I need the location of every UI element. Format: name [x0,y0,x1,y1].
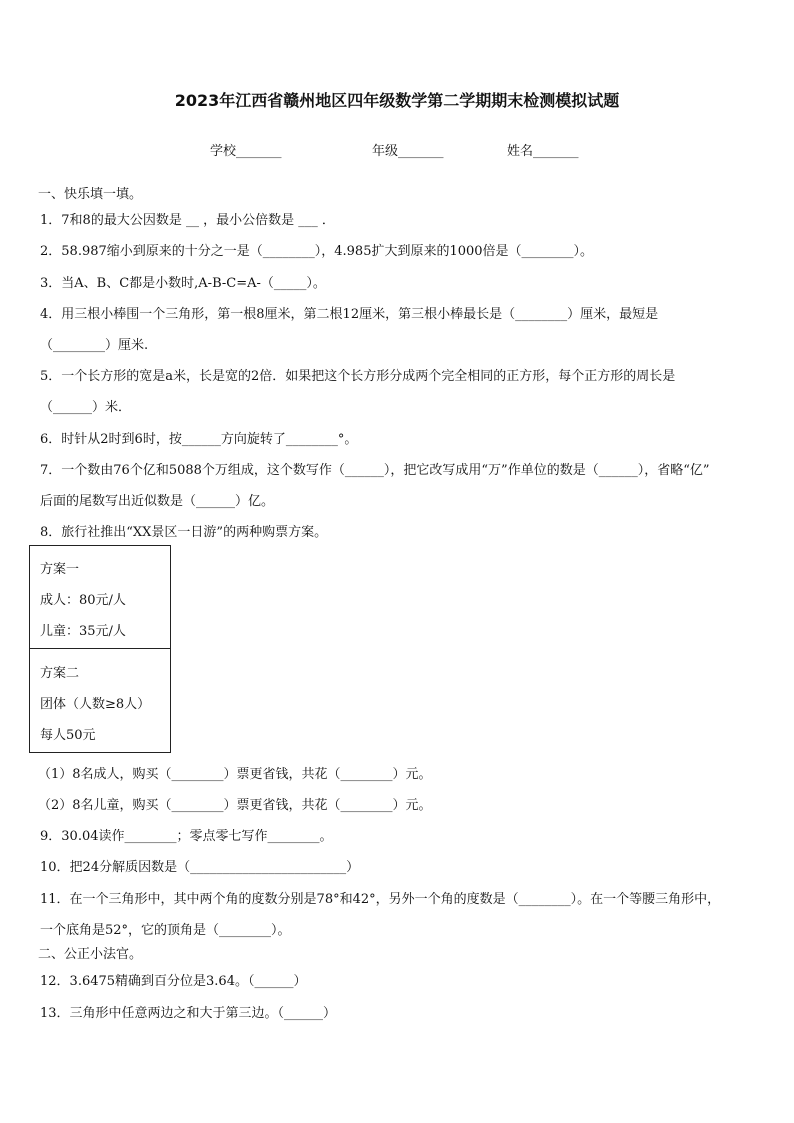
question-5-line-1: 5．一个长方形的宽是a米，长是宽的2倍．如果把这个长方形分成两个完全相同的正方形，每个正方形的周长是 [40,369,676,384]
school-field: 学校_______ [210,144,282,159]
plan-one-title: 方案一 [40,562,80,577]
question-8-part-1: （1）8名成人，购买（________）票更省钱，共花（________）元。 [38,767,432,782]
question-9: 9．30.04读作________；零点零七写作________。 [40,829,333,844]
plan-two-box [29,648,171,753]
section-heading-fill: 一、快乐填一填。 [38,187,143,202]
question-7-line-2: 后面的尾数写出近似数是（______）亿。 [40,494,275,509]
question-6: 6．时针从2时到6时，按______方向旋转了________°。 [40,432,358,447]
plan-one-adult-price: 成人：80元/人 [40,593,126,608]
question-1: 1．7和8的最大公因数是 __ ，最小公倍数是 ___ ． [40,213,335,228]
question-2: 2．58.987缩小到原来的十分之一是（________），4.985扩大到原来的1000倍是（________）。 [40,244,594,259]
plan-two-title: 方案二 [40,666,80,681]
question-10: 10．把24分解质因数是（________________________） [40,860,360,875]
grade-field: 年级_______ [372,144,444,159]
question-3: 3．当A、B、C都是小数时,A-B-C=A-（_____）。 [40,276,326,291]
plan-one-box [29,545,171,649]
question-13: 13．三角形中任意两边之和大于第三边。（______） [40,1006,337,1021]
name-field: 姓名_______ [507,144,579,159]
question-4-line-1: 4．用三根小棒围一个三角形，第一根8厘米，第二根12厘米，第三根小棒最长是（________）厘米，最短是 [40,307,659,322]
plan-two-price: 每人50元 [40,728,96,743]
question-12: 12．3.6475精确到百分位是3.64。（______） [40,974,307,989]
plan-one-child-price: 儿童：35元/人 [40,624,126,639]
question-11-line-1: 11．在一个三角形中，其中两个角的度数分别是78°和42°，另外一个角的度数是（________）。在一个等腰三角形中， [40,892,721,907]
page-title: 2023年江西省赣州地区四年级数学第二学期期末检测模拟试题 [174,91,620,110]
question-8: 8．旅行社推出“XX景区一日游”的两种购票方案。 [40,525,328,540]
question-7-line-1: 7．一个数由76个亿和5088个万组成，这个数写作（______），把它改写成用“万”作单位的数是（______），省略“亿” [40,463,710,478]
question-8-part-2: （2）8名儿童，购买（________）票更省钱，共花（________）元。 [38,798,432,813]
question-4-line-2: （________）厘米. [40,338,149,353]
section-heading-judge: 二、公正小法官。 [38,947,143,962]
plan-two-group-condition: 团体（人数≥8人） [40,697,151,712]
question-11-line-2: 一个底角是52°，它的顶角是（________）。 [40,923,291,938]
question-5-line-2: （______）米． [40,400,132,415]
